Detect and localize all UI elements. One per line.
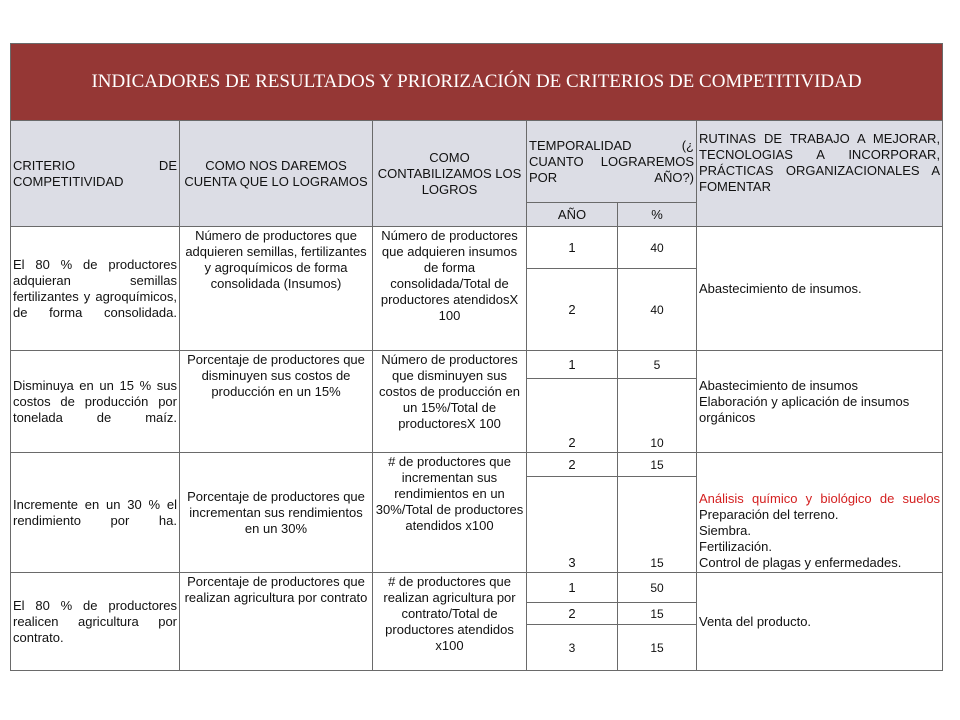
como-daremos-cell: Porcentaje de productores que realizan agricultura por contrato [180, 573, 373, 671]
rutina-item-highlighted: Análisis químico y biológico de suelos [699, 491, 941, 506]
header-como-daremos: COMO NOS DAREMOS CUENTA QUE LO LOGRAMOS [180, 121, 373, 227]
title-row [11, 44, 943, 121]
anio-cell: 1 [527, 573, 618, 603]
como-contabilizamos-cell: Número de productores que adquieren insumos de forma consolidada/Total de productores atendidosX 100 [373, 227, 527, 351]
criterio-cell: Incremente en un 30 % el rendimiento por ha. [11, 453, 180, 573]
rutina-item: Preparación del terreno. [699, 507, 839, 522]
table-title: INDICADORES DE RESULTADOS Y PRIORIZACIÓN DE CRITERIOS DE COMPETITIVIDAD [11, 44, 943, 121]
pct-cell: 15 [618, 603, 697, 625]
como-contabilizamos-cell: # de productores que incrementan sus rendimientos en un 30%/Total de productores atendidos x100 [373, 453, 527, 573]
table-row [11, 573, 943, 603]
anio-cell: 3 [527, 477, 618, 573]
anio-cell: 3 [527, 625, 618, 671]
pct-cell: 40 [618, 269, 697, 351]
pct-cell: 15 [618, 625, 697, 671]
header-rutinas: RUTINAS DE TRABAJO A MEJORAR, TECNOLOGIAS A INCORPORAR, PRÁCTICAS ORGANIZACIONALES A FOMENTAR [697, 121, 943, 227]
pct-cell: 5 [618, 351, 697, 379]
anio-cell: 2 [527, 269, 618, 351]
criterio-cell: Disminuya en un 15 % sus costos de producción por tonelada de maíz. [11, 351, 180, 453]
como-contabilizamos-cell: # de productores que realizan agricultura por contrato/Total de productores atendidos x100 [373, 573, 527, 671]
table-row [11, 351, 943, 379]
header-criterio: CRITERIO DE COMPETITIVIDAD [11, 121, 180, 227]
rutinas-cell: Venta del producto. [697, 573, 943, 671]
rutina-item: Fertilización. [699, 539, 772, 554]
header-row [11, 121, 943, 203]
header-temporalidad: TEMPORALIDAD (¿ CUANTO LOGRAREMOS POR AÑO?) [527, 121, 697, 203]
criterio-cell: El 80 % de productores adquieran semillas fertilizantes y agroquímicos, de forma consolidada. [11, 227, 180, 351]
rutina-item: Elaboración y aplicación de insumos orgánicos [699, 393, 910, 425]
como-daremos-cell: Número de productores que adquieren semillas, fertilizantes y agroquímicos de forma consolidada (Insumos) [180, 227, 373, 351]
indicators-table [10, 43, 943, 671]
anio-cell: 2 [527, 453, 618, 477]
header-anio: AÑO [527, 203, 618, 227]
rutina-item: Control de plagas y enfermedades. [699, 555, 902, 570]
pct-cell: 15 [618, 477, 697, 573]
pct-cell: 15 [618, 453, 697, 477]
header-como-contabilizamos: COMO CONTABILIZAMOS LOS LOGROS [373, 121, 527, 227]
como-contabilizamos-cell: Número de productores que disminuyen sus costos de producción en un 15%/Total de productoresX 100 [373, 351, 527, 453]
anio-cell: 1 [527, 351, 618, 379]
table-row [11, 227, 943, 269]
header-pct: % [618, 203, 697, 227]
anio-cell: 2 [527, 379, 618, 453]
anio-cell: 1 [527, 227, 618, 269]
como-daremos-cell: Porcentaje de productores que incrementan sus rendimientos en un 30% [180, 453, 373, 573]
indicators-sheet [10, 43, 942, 671]
rutina-item: Abastecimiento de insumos [699, 377, 858, 393]
anio-cell: 2 [527, 603, 618, 625]
rutinas-cell [697, 351, 943, 453]
table-row [11, 453, 943, 477]
pct-cell: 10 [618, 379, 697, 453]
pct-cell: 50 [618, 573, 697, 603]
rutinas-cell [697, 453, 943, 573]
pct-cell: 40 [618, 227, 697, 269]
como-daremos-cell: Porcentaje de productores que disminuyen sus costos de producción en un 15% [180, 351, 373, 453]
rutina-item: Siembra. [699, 523, 752, 538]
rutinas-cell: Abastecimiento de insumos. [697, 227, 943, 351]
criterio-cell: El 80 % de productores realicen agricultura por contrato. [11, 573, 180, 671]
